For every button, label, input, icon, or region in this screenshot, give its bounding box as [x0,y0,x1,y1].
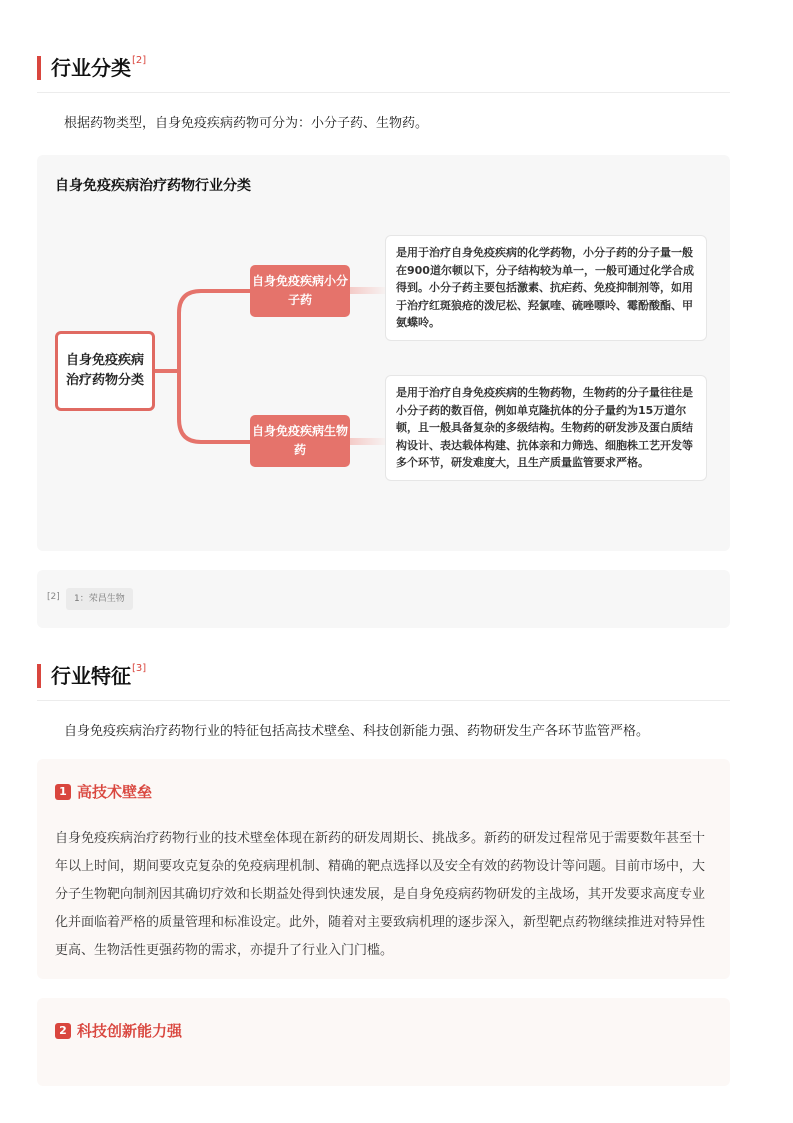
section-header-features [37,662,146,690]
feature-header [55,781,152,802]
citation-ref[interactable]: [2] [132,55,147,66]
feature-card [37,759,730,979]
feature-number-badge: 1 [55,784,71,800]
source-ref-number: [2] [47,592,60,602]
section-title: 行业分类 [51,56,131,80]
feature-title: 高技术壁垒 [77,783,153,801]
feature-title: 科技创新能力强 [77,1022,183,1040]
section-accent-bar [37,664,41,688]
mindmap-panel [37,155,730,551]
connector-fade-lower [350,438,390,445]
feature-header [55,1020,182,1041]
branch-node-small-molecule: 自身免疫疾病小分子药 [250,265,350,317]
section-header-classification [37,54,146,82]
feature-card [37,998,730,1086]
citation-ref[interactable]: [3] [132,663,147,674]
divider [37,700,730,701]
leaf-description-small-molecule: 是用于治疗自身免疫疾病的化学药物，小分子药的分子量一般在900道尔顿以下，分子结构较为单一，一般可通过化学合成得到。小分子药主要包括激素、抗疟药、免疫抑制剂等，如用于治疗红斑狼疮的泼尼松、羟氯喹、硫唑嘌呤、霉酚酸酯、甲氨蝶呤。 [385,235,707,341]
mindmap-root-node: 自身免疫疾病治疗药物分类 [55,331,155,411]
feature-number-badge: 2 [55,1023,71,1039]
connector-lower [179,371,250,442]
section-intro: 自身免疫疾病治疗药物行业的特征包括高技术壁垒、科技创新能力强、药物研发生产各环节监管严格。 [64,724,650,739]
feature-body: 自身免疫疾病治疗药物行业的技术壁垒体现在新药的研发周期长、挑战多。新药的研发过程常见于需要数年甚至十年以上时间，期间要攻克复杂的免疫病理机制、精确的靶点选择以及安全有效的药物设计等问题。目前市场中，大分子生物靶向制剂因其确切疗效和长期益处得到快速发展，是自身免疫病药物研发的主战场，其开发要求高度专业化并面临着严格的质量管理和标准设定。此外，随着对主要致病机理的逐步深入，新型靶点药物继续推进对特异性更高、生物活性更强药物的需求，亦提升了行业入门门槛。 [55,831,706,958]
connector-fade-upper [350,287,390,294]
connector-upper [179,291,250,371]
leaf-description-biologic: 是用于治疗自身免疫疾病的生物药物，生物药的分子量往往是小分子药的数百倍，例如单克隆抗体的分子量约为15万道尔顿，且一般具备复杂的多级结构。生物药的研发涉及蛋白质结构设计、表达载体构建、抗体亲和力筛选、细胞株工艺开发等多个环节，研发难度大，且生产质量监管要求严格。 [385,375,707,481]
divider [37,92,730,93]
section-accent-bar [37,56,41,80]
branch-node-biologic: 自身免疫疾病生物药 [250,415,350,467]
mindmap-title: 自身免疫疾病治疗药物行业分类 [55,178,251,194]
section-title: 行业特征 [51,664,131,688]
source-panel [37,570,730,628]
section-intro: 根据药物类型，自身免疫疾病药物可分为：小分子药、生物药。 [64,116,429,131]
source-tag-link[interactable]: 1：荣昌生物 [66,588,133,610]
